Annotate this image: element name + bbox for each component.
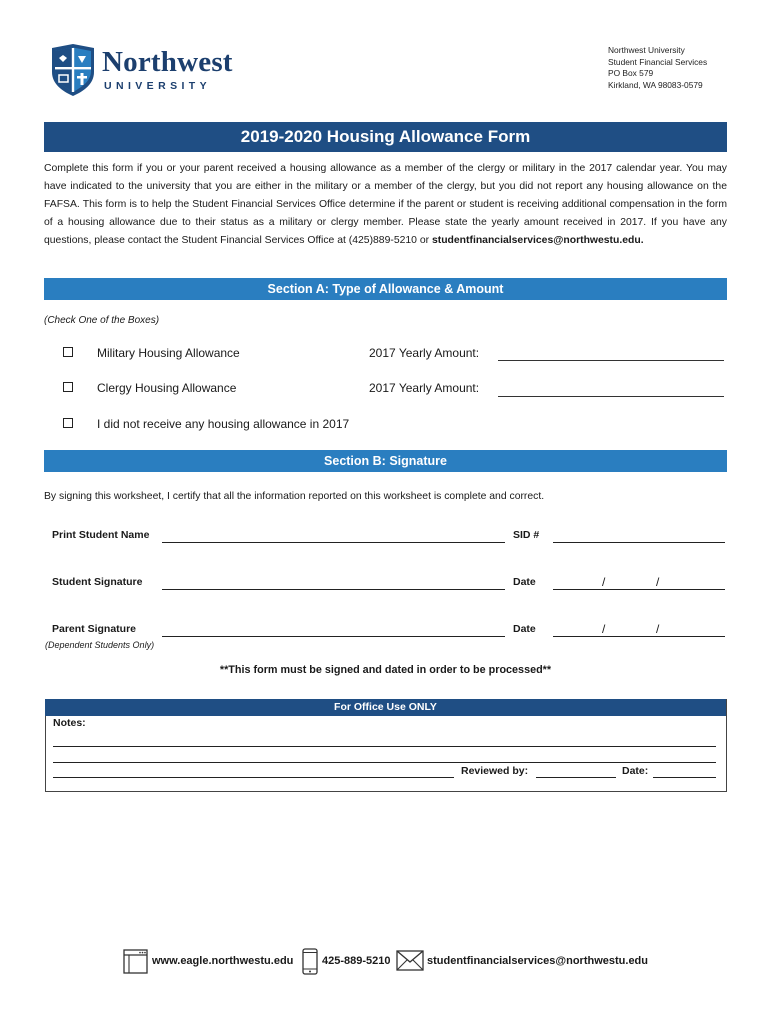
notes-line[interactable] <box>53 777 454 778</box>
date-separator: / <box>602 622 606 636</box>
footer-website-link[interactable]: www.eagle.northwestu.edu <box>152 955 294 967</box>
logo-subtitle: UNIVERSITY <box>104 80 212 92</box>
student-signature-field[interactable] <box>162 589 505 590</box>
print-name-label: Print Student Name <box>52 529 150 541</box>
sid-label: SID # <box>513 529 540 541</box>
clergy-amount-label: 2017 Yearly Amount: <box>369 381 480 395</box>
intro-text: Complete this form if you or your parent received a housing allowance as a member of the clergy or military in the 2017 calendar year. You may have indicated to the university that you are either in the military or a member of the clergy, but you did not report any housing allowance on the FAFSA. This form is to help the Student Financial Services Office determine if the parent or student is receiving additional compensation in the form of a housing allowance due to their status as a military or clergy member. Please state the yearly amount received in 2017. If you have any questions, please contact the Student Financial Services Office at (425)889-5210 or <box>44 163 727 246</box>
address-line: Northwest University <box>608 45 685 55</box>
student-date-label: Date <box>513 576 536 588</box>
parent-signature-label: Parent Signature <box>52 623 137 635</box>
reviewed-by-field[interactable] <box>536 777 616 778</box>
university-logo <box>50 44 250 98</box>
address-line: Student Financial Services <box>608 56 708 67</box>
parent-date-label: Date <box>513 623 536 635</box>
office-date-label: Date: <box>622 765 649 777</box>
date-separator: / <box>656 622 660 636</box>
notes-line[interactable] <box>53 762 716 763</box>
no-allowance-checkbox[interactable] <box>63 418 73 428</box>
parent-signature-field[interactable] <box>162 636 505 637</box>
date-separator: / <box>602 575 606 589</box>
mailing-address <box>608 45 707 91</box>
reviewed-by-label: Reviewed by: <box>461 765 529 777</box>
military-option-label: Military Housing Allowance <box>97 346 240 360</box>
section-b-header: Section B: Signature <box>44 450 727 472</box>
date-separator: / <box>656 575 660 589</box>
footer-email-link[interactable]: studentfinancialservices@northwestu.edu <box>427 955 648 967</box>
footer-phone[interactable]: 425-889-5210 <box>322 955 391 967</box>
no-allowance-label: I did not receive any housing allowance in 2017 <box>97 417 350 431</box>
notes-line[interactable] <box>53 746 716 747</box>
clergy-option-label: Clergy Housing Allowance <box>97 381 237 395</box>
military-amount-label: 2017 Yearly Amount: <box>369 346 480 360</box>
office-date-field[interactable] <box>653 777 716 778</box>
military-checkbox[interactable] <box>63 347 73 357</box>
mobile-phone-icon <box>302 948 318 975</box>
logo-name: Northwest <box>102 46 233 78</box>
shield-crest-icon <box>50 44 96 96</box>
notes-label: Notes: <box>53 717 86 729</box>
intro-end: . <box>640 235 644 246</box>
form-title: 2019-2020 Housing Allowance Form <box>44 122 727 152</box>
address-line: PO Box 579 <box>608 68 654 78</box>
signature-requirement-note: **This form must be signed and dated in order to be processed** <box>219 664 552 676</box>
clergy-checkbox[interactable] <box>63 382 73 392</box>
browser-window-icon <box>123 949 148 974</box>
parent-date-field[interactable] <box>553 636 725 637</box>
sid-field[interactable] <box>553 542 725 543</box>
dependent-note: (Dependent Students Only) <box>45 640 155 650</box>
intro-paragraph <box>44 160 727 250</box>
military-amount-field[interactable] <box>498 360 724 361</box>
envelope-icon <box>396 950 424 971</box>
address-line: Kirkland, WA 98083-0579 <box>608 79 703 90</box>
office-use-header: For Office Use ONLY <box>45 699 726 716</box>
student-date-field[interactable] <box>553 589 725 590</box>
certify-statement: By signing this worksheet, I certify that all the information reported on this worksheet is complete and correct. <box>44 491 545 502</box>
check-instruction: (Check One of the Boxes) <box>44 315 160 326</box>
print-name-field[interactable] <box>162 542 505 543</box>
clergy-amount-field[interactable] <box>498 396 724 397</box>
student-signature-label: Student Signature <box>52 576 143 588</box>
contact-email-link[interactable]: studentfinancialservices@northwestu.edu <box>431 235 641 246</box>
section-a-header: Section A: Type of Allowance & Amount <box>44 278 727 300</box>
